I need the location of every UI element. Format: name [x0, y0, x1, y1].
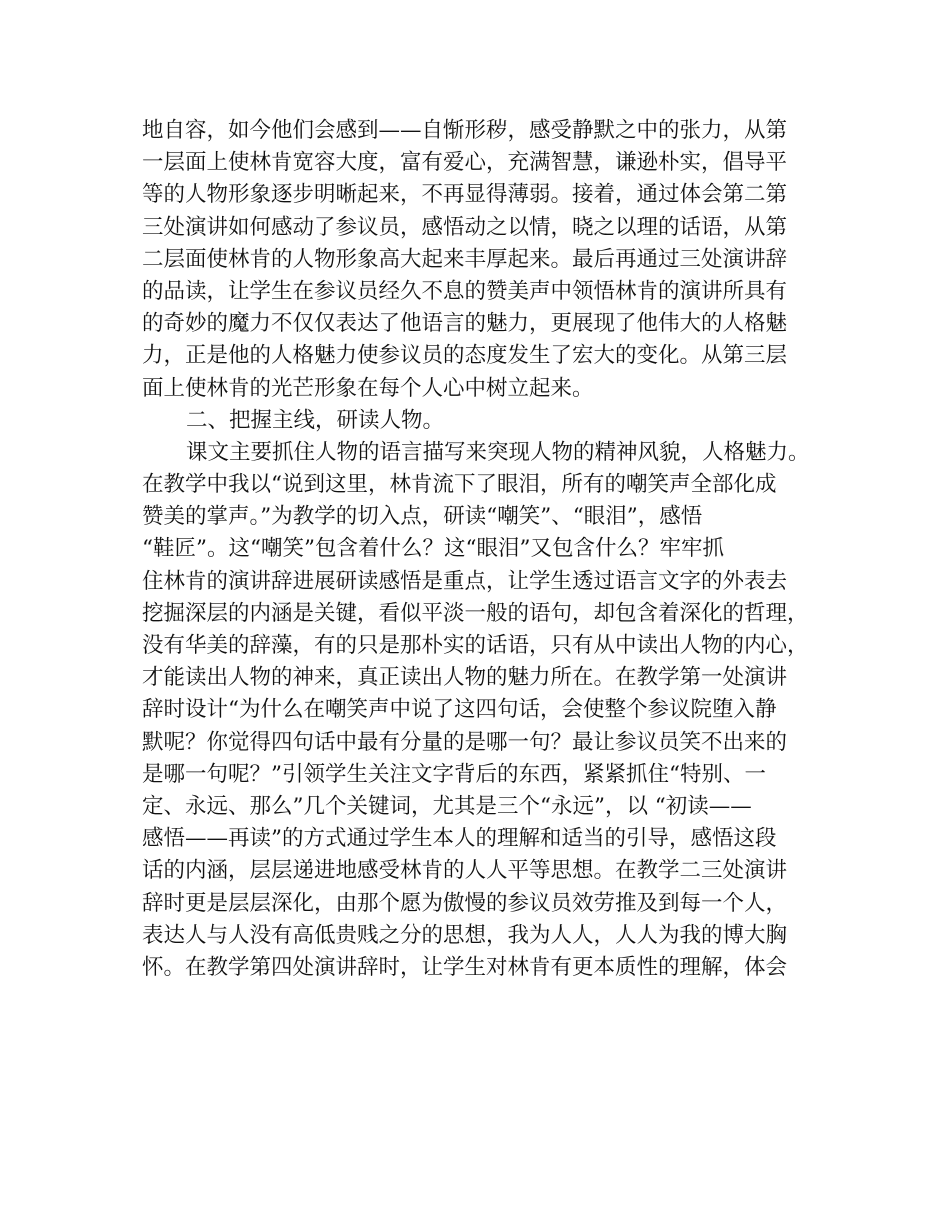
text-line: “鞋匠”。这“嘲笑”包含着什么？这“眼泪”又包含什么？牢牢抓: [142, 536, 724, 562]
text-line: 感悟——再读”的方式通过学生本人的理解和适当的引导，感悟这段: [142, 826, 777, 852]
text-line: 挖掘深层的内涵是关键，看似平淡一般的语句，却包含着深化的哲理，: [142, 600, 809, 626]
text-line: 话的内涵，层层递进地感受林肯的人人平等思想。在教学二三处演讲: [142, 858, 788, 884]
text-line: 赞美的掌声。”为教学的切入点，研读“嘲笑”、“眼泪”，感悟: [142, 504, 703, 530]
text-line: 面上使林肯的光芒形象在每个人心中树立起来。: [142, 375, 594, 401]
text-line: 二层面使林肯的人物形象高大起来丰厚起来。最后再通过三处演讲辞: [142, 246, 788, 272]
text-line: 等的人物形象逐步明晰起来，不再显得薄弱。接着，通过体会第二第: [142, 182, 788, 208]
text-line: 住林肯的演讲辞进展研读感悟是重点，让学生透过语言文字的外表去: [142, 568, 788, 594]
text-line: 辞时更是层层深化，由那个愿为傲慢的参议员效劳推及到每一个人，: [142, 890, 788, 916]
text-line: 辞时设计“为什么在嘲笑声中说了这四句话，会使整个参议院堕入静: [142, 697, 777, 723]
text-line: 地自容，如今他们会感到——自惭形秽，感受静默之中的张力，从第: [142, 118, 788, 143]
text-line: 怀。在教学第四处演讲辞时，让学生对林肯有更本质性的理解，体会: [142, 954, 788, 980]
paragraph-first-line: 课文主要抓住人物的语言描写来突现人物的精神风貌，人格魅力。: [186, 439, 810, 465]
text-line: 的奇妙的魔力不仅仅表达了他语言的魅力，更展现了他伟大的人格魅: [142, 311, 788, 337]
text-line: 才能读出人物的神来，真正读出人物的魅力所在。在教学第一处演讲: [142, 665, 788, 691]
text-line: 三处演讲如何感动了参议员，感悟动之以情，晓之以理的话语，从第: [142, 214, 788, 240]
text-line: 一层面上使林肯宽容大度，富有爱心，充满智慧，谦逊朴实，倡导平: [142, 150, 788, 176]
text-line: 表达人与人没有高低贵贱之分的思想，我为人人，人人为我的博大胸: [142, 922, 788, 948]
text-line: 在教学中我以“说到这里，林肯流下了眼泪，所有的嘲笑声全部化成: [142, 472, 777, 498]
text-line: 力，正是他的人格魅力使参议员的态度发生了宏大的变化。从第三层: [142, 343, 788, 369]
text-line: 没有华美的辞藻，有的只是那朴实的话语，只有从中读出人物的内心，: [142, 633, 809, 658]
body-text: [142, 115, 832, 984]
text-line: 定、永远、那么”几个关键词，尤其是三个“永远”，以 “初读——: [142, 793, 752, 819]
text-line: 默呢？你觉得四句话中最有分量的是哪一句？最让参议员笑不出来的: [142, 729, 788, 755]
paragraph-first-line: 二、把握主线，研读人物。: [186, 407, 445, 433]
text-line: 的品读，让学生在参议员经久不息的赞美声中领悟林肯的演讲所具有: [142, 278, 788, 304]
text-line: 是哪一句呢？”引领学生关注文字背后的东西，紧紧抓住“特别、一: [142, 761, 766, 787]
